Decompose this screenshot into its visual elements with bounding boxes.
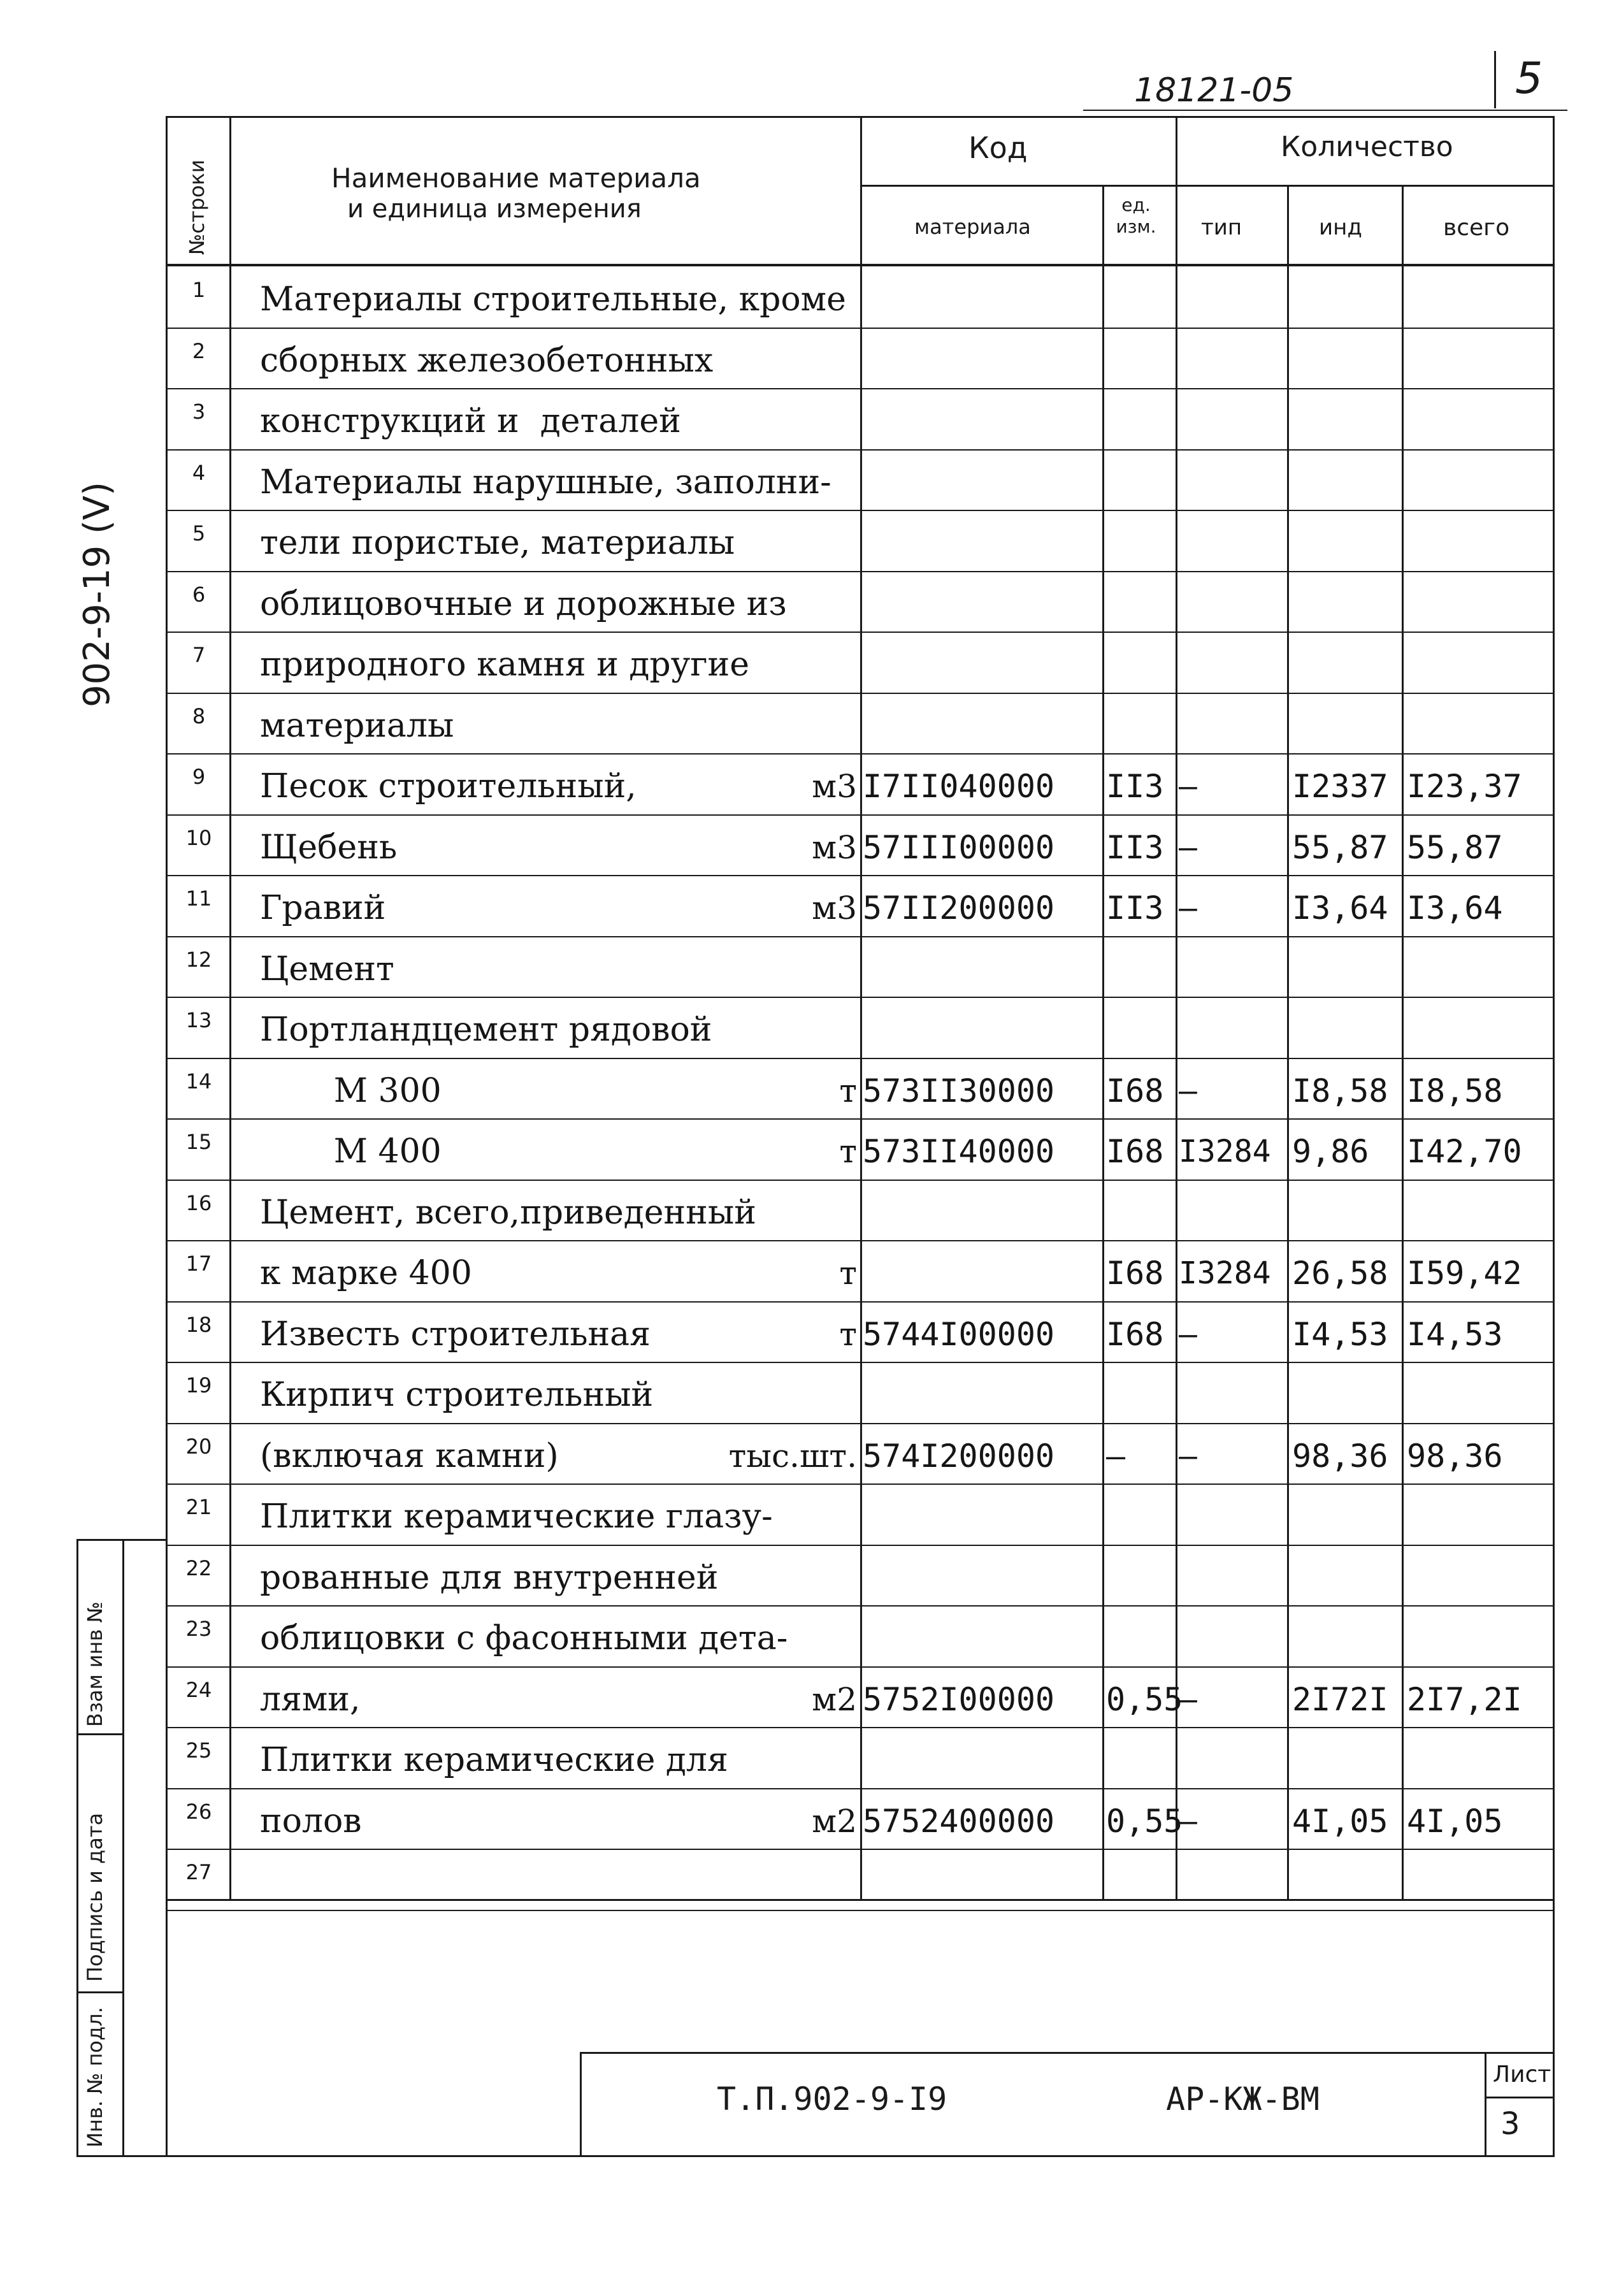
material-name: конструкций и деталей <box>260 402 681 440</box>
material-code: 573II30000 <box>863 1072 1055 1109</box>
quantity-total: I8,58 <box>1407 1072 1503 1109</box>
material-name: Портландцемент рядовой <box>260 1011 712 1049</box>
table-bottom-rule <box>166 1899 1555 1901</box>
header-total: всего <box>1443 215 1510 241</box>
quantity-total: I23,37 <box>1407 768 1522 805</box>
header-name-line2: и единица измерения <box>347 194 642 224</box>
row-number: 24 <box>185 1677 212 1702</box>
unit-code: II3 <box>1106 828 1164 866</box>
material-name: Цемент <box>260 949 394 988</box>
material-name: тели пористые, материалы <box>260 524 735 562</box>
material-code: 573II40000 <box>863 1133 1055 1170</box>
side-series-label: 902-9-19 (V) <box>76 482 118 707</box>
row-number: 3 <box>192 400 206 424</box>
quantity-type: – <box>1179 1803 1197 1839</box>
quantity-total: 55,87 <box>1407 828 1503 866</box>
side-stamp-inv: Инв. № подл. <box>83 2007 107 2148</box>
row-number: 11 <box>185 886 212 911</box>
quantity-ind: I8,58 <box>1292 1072 1388 1109</box>
material-name: лями, <box>260 1680 361 1719</box>
unit-code: II3 <box>1106 768 1164 805</box>
quantity-type: – <box>1179 769 1197 804</box>
quantity-total: I3,64 <box>1407 890 1503 927</box>
material-code: 57III00000 <box>863 828 1055 866</box>
row-number: 25 <box>185 1738 212 1763</box>
material-name: М 300 <box>260 1071 442 1110</box>
header-material: материала <box>914 215 1031 239</box>
material-name: облицовочные и дорожные из <box>260 584 787 623</box>
header-ind: инд <box>1319 215 1362 240</box>
material-code: I7II040000 <box>863 768 1055 805</box>
quantity-type: – <box>1179 829 1197 865</box>
quantity-ind: 98,36 <box>1292 1437 1388 1475</box>
unit-code: 0,55 <box>1106 1802 1183 1840</box>
row-number: 20 <box>185 1434 212 1459</box>
side-stamp-podpis: Подпись и дата <box>83 1812 107 1982</box>
material-name: Гравий <box>260 889 386 927</box>
row-number: 16 <box>185 1190 212 1215</box>
material-name: облицовки с фасонными дета- <box>260 1619 788 1657</box>
unit-code: I68 <box>1106 1072 1164 1109</box>
unit: м2 <box>812 1680 857 1718</box>
row-number: 27 <box>185 1860 212 1884</box>
row-number: 10 <box>185 825 212 850</box>
material-name: Плитки керамические глазу- <box>260 1498 773 1536</box>
quantity-total: 98,36 <box>1407 1437 1503 1475</box>
material-name: к марке 400 <box>260 1254 472 1292</box>
row-number: 14 <box>185 1069 212 1094</box>
row-number: 9 <box>192 765 206 789</box>
row-number: 13 <box>185 1008 212 1032</box>
material-code: 5752400000 <box>863 1802 1055 1840</box>
material-name: материалы <box>260 706 454 745</box>
stamp-sheet-number: 3 <box>1500 2106 1520 2142</box>
quantity-total: I4,53 <box>1407 1315 1503 1353</box>
quantity-total: I42,70 <box>1407 1133 1522 1170</box>
quantity-ind: 4I,05 <box>1292 1802 1388 1840</box>
material-name: Материалы нарушные, заполни- <box>260 463 831 502</box>
material-code: 5752I00000 <box>863 1680 1055 1718</box>
unit: т <box>839 1255 857 1292</box>
row-number: 8 <box>192 704 206 728</box>
unit-code: – <box>1106 1437 1126 1475</box>
quantity-ind: 2I72I <box>1292 1680 1388 1718</box>
unit-code: I68 <box>1106 1255 1164 1292</box>
header-quantity: Количество <box>1281 131 1453 163</box>
material-name: сборных железобетонных <box>260 341 714 380</box>
material-name: полов <box>260 1801 362 1840</box>
row-number: 7 <box>192 643 206 667</box>
stamp-project: Т.П.902-9-I9 <box>717 2081 947 2118</box>
unit: т <box>839 1133 857 1170</box>
material-name: природного камня и другие <box>260 646 749 684</box>
row-number: 5 <box>192 521 206 545</box>
unit-code: I68 <box>1106 1133 1164 1170</box>
material-name: Плитки керамические для <box>260 1741 728 1779</box>
material-name: М 400 <box>260 1132 442 1171</box>
quantity-ind: I3,64 <box>1292 890 1388 927</box>
row-number: 6 <box>192 582 206 607</box>
stamp-sheet-label: Лист <box>1493 2061 1551 2088</box>
unit-code: I68 <box>1106 1315 1164 1353</box>
row-number: 15 <box>185 1130 212 1154</box>
row-number: 18 <box>185 1312 212 1337</box>
material-name: Материалы строительные, кроме <box>260 280 846 319</box>
material-name: Цемент, всего,приведенный <box>260 1193 756 1232</box>
header-code: Код <box>968 131 1028 165</box>
unit: т <box>839 1315 857 1353</box>
material-name: Песок строительный, <box>260 767 637 805</box>
document-code: 18121-05 <box>1134 71 1294 110</box>
quantity-ind: I2337 <box>1292 768 1388 805</box>
row-number: 21 <box>185 1495 212 1519</box>
material-code: 5744I00000 <box>863 1315 1055 1353</box>
row-number: 19 <box>185 1373 212 1397</box>
material-code: 574I200000 <box>863 1437 1055 1475</box>
stamp-mark: АР-КЖ-ВМ <box>1166 2081 1320 2118</box>
row-number: 1 <box>192 278 206 302</box>
material-name: (включая камни) <box>260 1436 559 1475</box>
quantity-ind: 9,86 <box>1292 1133 1369 1170</box>
unit: т <box>839 1072 857 1109</box>
row-number: 23 <box>185 1617 212 1641</box>
material-name: Щебень <box>260 828 398 867</box>
row-number: 12 <box>185 947 212 972</box>
unit-code: 0,55 <box>1106 1680 1183 1718</box>
quantity-type: – <box>1179 890 1197 926</box>
quantity-ind: 26,58 <box>1292 1255 1388 1292</box>
row-number: 22 <box>185 1556 212 1580</box>
unit: м3 <box>812 768 857 805</box>
material-name: Кирпич строительный <box>260 1376 654 1414</box>
row-number: 26 <box>185 1799 212 1824</box>
unit: м3 <box>812 890 857 927</box>
material-name: Известь строительная <box>260 1315 651 1354</box>
header-unit: ед. изм. <box>1116 194 1156 237</box>
material-code: 57II200000 <box>863 890 1055 927</box>
quantity-ind: I4,53 <box>1292 1315 1388 1353</box>
material-name: рованные для внутренней <box>260 1558 719 1597</box>
quantity-type: – <box>1179 1072 1197 1109</box>
side-stamp-vzam: Взам инв № <box>83 1601 107 1727</box>
quantity-type: I3284 <box>1179 1255 1271 1291</box>
quantity-total: 4I,05 <box>1407 1802 1503 1840</box>
unit: м3 <box>812 828 857 866</box>
quantity-type: I3284 <box>1179 1134 1271 1169</box>
quantity-ind: 55,87 <box>1292 828 1388 866</box>
quantity-type: – <box>1179 1681 1197 1717</box>
page-number: 5 <box>1515 54 1543 104</box>
row-number: 4 <box>192 460 206 485</box>
header-type: тип <box>1201 215 1242 240</box>
row-number: 17 <box>185 1252 212 1276</box>
unit-code: II3 <box>1106 890 1164 927</box>
quantity-total: I59,42 <box>1407 1255 1522 1292</box>
quantity-total: 2I7,2I <box>1407 1680 1522 1718</box>
header-row-number: №строки <box>185 159 209 255</box>
quantity-type: – <box>1179 1316 1197 1352</box>
quantity-type: – <box>1179 1438 1197 1474</box>
unit: м2 <box>812 1802 857 1840</box>
header-name-line1: Наименование материала <box>331 162 701 194</box>
unit: тыс.шт. <box>728 1437 857 1475</box>
row-number: 2 <box>192 338 206 363</box>
